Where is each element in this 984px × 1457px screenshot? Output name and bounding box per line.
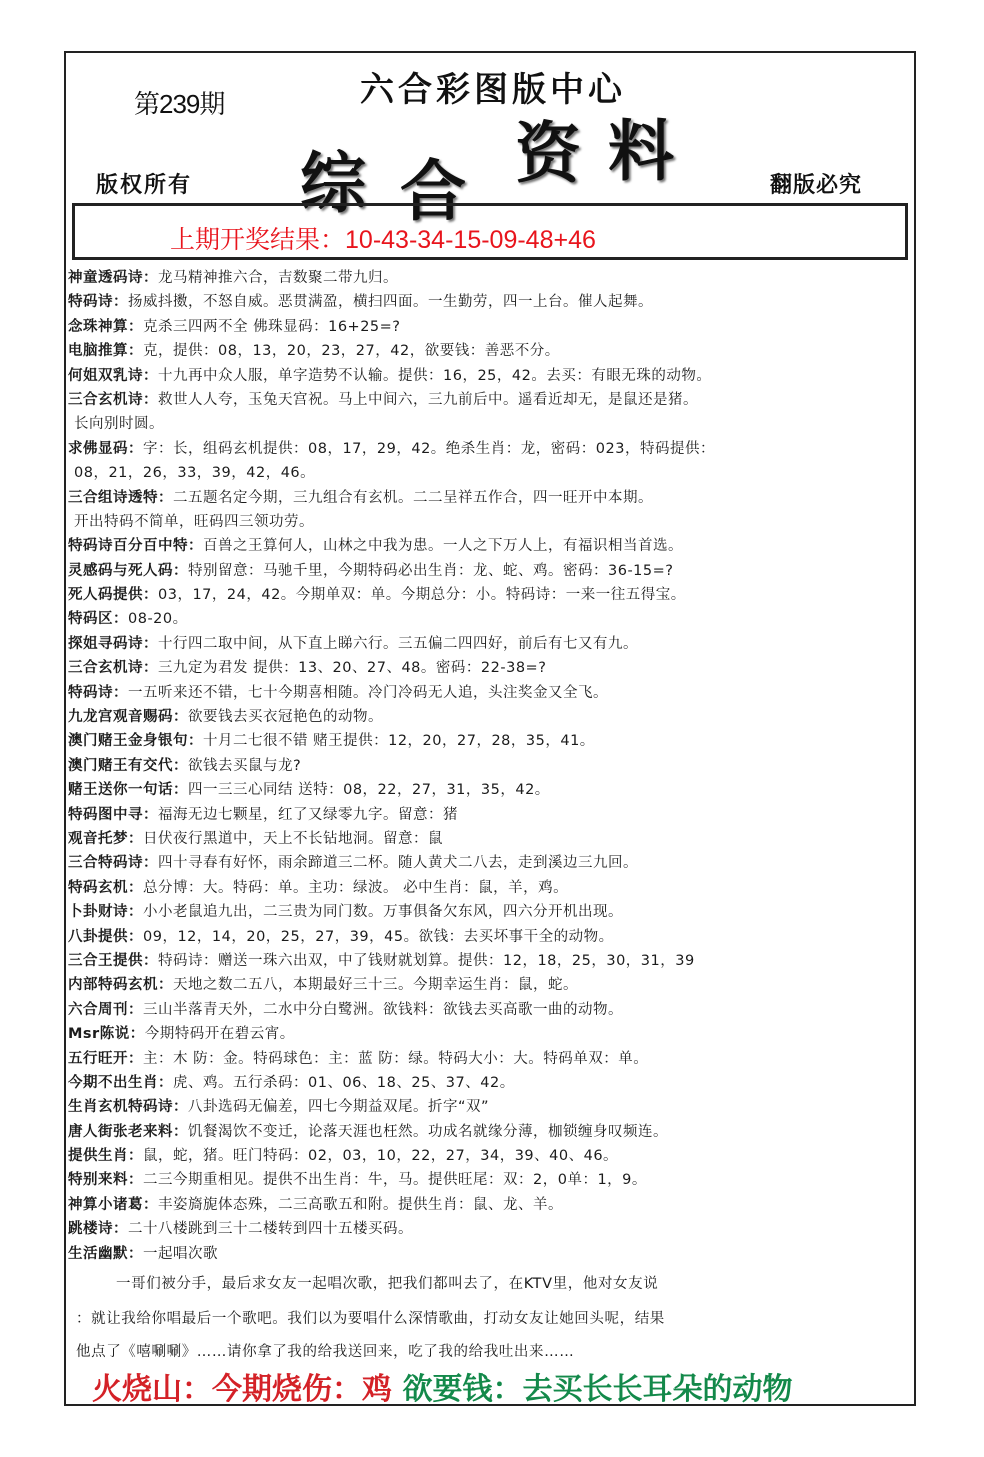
content-lines (68, 266, 912, 1266)
line-text: 主：木 防：金。特码球色：主：蓝 防：绿。特码大小：大。特码单双：单。 (143, 1050, 649, 1067)
line-label: 三合玄机诗： (68, 391, 158, 408)
content-line (68, 510, 912, 534)
line-text: 福海无边七颗星，红了又绿零九字。留意：猪 (158, 806, 458, 823)
line-text: 二五题名定今期，三九组合有玄机。二二呈祥五作合，四一旺开中本期。 (173, 489, 653, 506)
line-text: 小小老鼠追九出，二三贵为同门数。万事俱备欠东风，四六分开机出现。 (143, 904, 623, 921)
last-result-numbers: 10-43-34-15-09-48+46 (345, 226, 596, 254)
line-text: 饥餐渴饮不变迁，论落天涯也枉然。功成名就缘分薄，枷锁缠身叹频连。 (188, 1123, 668, 1140)
line-label: 特码诗百分百中特： (68, 538, 203, 555)
line-label: 三合玄机诗： (68, 660, 158, 677)
line-label: 三合特码诗： (68, 855, 158, 872)
line-label: 跳楼诗： (68, 1221, 128, 1238)
content-line (68, 315, 912, 339)
piracy-warning-tag: 翻版必究 (770, 173, 863, 198)
line-text: 救世人人夸，玉兔天宫祝。马上中间六，三九前后中。遥看近却无，是鼠还是猪。 (158, 391, 698, 408)
humor-story-line-3: 他点了《嘻唰唰》……请你拿了我的给我送回来，吃了我的给我吐出来…… (76, 1344, 575, 1360)
line-label: 提供生肖： (68, 1148, 143, 1165)
line-label: 澳门赌王有交代： (68, 757, 188, 774)
content-line (68, 412, 912, 436)
content-line (68, 973, 912, 997)
content-line (68, 851, 912, 875)
humor-story-line-1: 一哥们被分手，最后求女友一起唱次歌，把我们都叫去了，在KTV里，他对女友说 (116, 1276, 659, 1292)
line-text: 一五听来还不错，七十今期喜相随。冷门冷码无人追，头注奖金又全飞。 (128, 684, 608, 701)
content-line (68, 1022, 912, 1046)
slogan-green: 欲要钱：去买长长耳朵的动物 (392, 1372, 793, 1407)
line-text: 十月二七很不错 赌王提供：12，20，27，28，35，41。 (203, 733, 595, 750)
line-text: 欲钱去买鼠与龙? (188, 757, 302, 774)
publisher-title: 六合彩图版中心 (360, 70, 626, 110)
line-text: 虎、鸡。五行杀码：01、06、18、25、37、42。 (173, 1074, 515, 1091)
line-label: 神童透码诗： (68, 270, 158, 286)
line-label: 探姐寻码诗： (68, 635, 158, 652)
line-label: 赌王送你一句话： (68, 782, 188, 799)
line-text: 天地之数二五八，本期最好三十三。今期幸运生肖：鼠，蛇。 (173, 977, 578, 994)
content-line (68, 949, 912, 973)
line-text: 龙马精神推六合，吉数聚二带九归。 (158, 270, 398, 286)
content-line (68, 1071, 912, 1095)
content-line (68, 729, 912, 753)
line-label: 特码区： (68, 611, 128, 628)
line-label: 灵感码与死人码： (68, 562, 188, 579)
line-label: 特码诗： (68, 684, 128, 701)
line-label: 九龙宫观音赐码： (68, 709, 188, 726)
content-line (68, 681, 912, 705)
content-line (68, 1168, 912, 1192)
content-line (68, 607, 912, 631)
line-text: 一起唱次歌 (143, 1245, 218, 1262)
content-line (68, 461, 912, 485)
content-line (68, 437, 912, 461)
content-line (68, 583, 912, 607)
content-line (68, 656, 912, 680)
line-text: 克，提供：08，13，20，23，27，42，欲要钱：善恶不分。 (143, 343, 560, 360)
slogan (92, 1364, 792, 1408)
content-line (68, 705, 912, 729)
issue-number: 第239期 (134, 89, 225, 119)
big-title-char-2: 合 (400, 152, 466, 230)
line-label: Msr陈说： (68, 1026, 145, 1043)
line-label: 内部特码玄机： (68, 977, 173, 994)
content-line (68, 1120, 912, 1144)
line-label: 八卦提供： (68, 928, 143, 945)
content-line (68, 1217, 912, 1241)
line-label: 六合周刊： (68, 1001, 143, 1018)
line-label: 神算小诸葛： (68, 1196, 158, 1213)
line-label: 念珠神算： (68, 318, 143, 335)
line-label: 三合组诗透特： (68, 489, 173, 506)
line-text: 特别留意：马驰千里，今期特码必出生肖：龙、蛇、鸡。密码：36-15=? (188, 562, 674, 579)
line-label: 今期不出生肖： (68, 1074, 173, 1091)
last-result (170, 220, 596, 256)
line-label: 死人码提供： (68, 587, 158, 604)
slogan-red: 火烧山：今期烧伤：鸡 (92, 1372, 392, 1407)
content-line (68, 339, 912, 363)
content-line (68, 803, 912, 827)
content-line (68, 900, 912, 924)
line-text: 三九定为君发 提供：13、20、27、48。密码：22-38=? (158, 660, 547, 677)
line-label: 五行旺开： (68, 1050, 143, 1067)
content-line (68, 778, 912, 802)
line-text: 09，12，14，20，25，27，39，45。欲钱：去买坏事干全的动物。 (143, 928, 614, 945)
content-line (68, 632, 912, 656)
line-label: 唐人街张老来料： (68, 1123, 188, 1140)
line-text: 鼠，蛇，猪。旺门特码：02，03，10，22，27，34，39、40、46。 (143, 1148, 619, 1165)
content-line (68, 1242, 912, 1266)
line-text: 03，17，24，42。今期单双：单。今期总分：小。特码诗：一来一往五得宝。 (158, 587, 686, 604)
big-title-char-4: 料 (608, 112, 674, 190)
content-line (68, 388, 912, 412)
line-label: 三合王提供： (68, 952, 158, 969)
line-text: 丰姿旖旎体态殊，二三高歌五和附。提供生肖：鼠、龙、羊。 (158, 1196, 563, 1213)
line-label: 特码诗： (68, 294, 128, 311)
line-label: 生肖玄机特码诗： (68, 1099, 188, 1116)
content-line (68, 876, 912, 900)
content-line (68, 754, 912, 778)
content-line (68, 1095, 912, 1119)
content-line (68, 998, 912, 1022)
content-line (68, 266, 912, 290)
line-text: 四一三三心同结 送特：08，22，27，31，35，42。 (188, 782, 550, 799)
content-line (68, 364, 912, 388)
line-label: 特别来料： (68, 1172, 143, 1189)
line-label: 求佛显码： (68, 440, 143, 457)
content-line (68, 1193, 912, 1217)
content-line (68, 486, 912, 510)
line-text: 二十八楼跳到三十二楼转到四十五楼买码。 (128, 1221, 413, 1238)
line-label: 特码图中寻： (68, 806, 158, 823)
line-label: 卜卦财诗： (68, 904, 143, 921)
line-text: 开出特码不简单，旺码四三领功劳。 (74, 513, 314, 530)
humor-story-line-2: ：就让我给你唱最后一个歌吧。我们以为要唱什么深情歌曲，打动女友让她回头呢，结果 (76, 1311, 665, 1327)
line-text: 二三今期重相见。提供不出生肖：牛，马。提供旺尾：双：2，0单：1，9。 (143, 1172, 647, 1189)
line-text: 08-20。 (128, 611, 188, 628)
line-text: 百兽之王算何人，山林之中我为患。一人之下万人上，有福识相当首选。 (203, 538, 683, 555)
line-text: 日伏夜行黑道中，天上不长钻地洞。留意：鼠 (143, 830, 443, 847)
content-line (68, 559, 912, 583)
last-result-label: 上期开奖结果： (170, 225, 346, 254)
line-text: 十九再中众人服，单字造势不认输。提供：16，25，42。去买：有眼无珠的动物。 (158, 367, 712, 384)
line-text: 欲要钱去买衣冠艳色的动物。 (188, 709, 383, 726)
line-text: 特码诗：赠送一珠六出双，中了钱财就划算。提供：12，18，25，30，31，39 (158, 952, 695, 969)
big-title-char-1: 综 (300, 144, 366, 222)
big-title-char-3: 资 (515, 114, 581, 192)
copyright-tag: 版权所有 (96, 173, 193, 198)
line-label: 观音托梦： (68, 830, 143, 847)
line-label: 生活幽默： (68, 1245, 143, 1262)
line-label: 何姐双乳诗： (68, 367, 158, 384)
line-text: 字：长，组码玄机提供：08，17，29，42。绝杀生肖：龙，密码：023，特码提供： (143, 440, 715, 457)
line-text: 今期特码开在碧云宵。 (144, 1026, 295, 1043)
line-text: 四十寻春有好怀，雨余蹄道三二杯。随人黄犬二八去，走到溪边三九回。 (158, 855, 638, 872)
line-text: 长向别时圆。 (74, 416, 164, 433)
line-text: 总分博：大。特码：单。主功：绿波。 必中生肖：鼠，羊，鸡。 (143, 879, 569, 896)
content-line (68, 827, 912, 851)
line-text: 十行四二取中间，从下直上睇六行。三五偏二四四好，前后有七又有九。 (158, 635, 638, 652)
line-label: 电脑推算： (68, 343, 143, 360)
line-text: 八卦选码无偏差，四七今期益双尾。折字“双” (188, 1099, 490, 1116)
content-line (68, 925, 912, 949)
content-line (68, 1144, 912, 1168)
content-line (68, 534, 912, 558)
content-line (68, 1047, 912, 1071)
line-text: 08，21，26，33，39，42，46。 (74, 465, 316, 482)
line-label: 澳门赌王金身银句： (68, 733, 203, 750)
content-line (68, 290, 912, 314)
line-text: 扬威抖擞，不怒自威。恶贯满盈，横扫四面。一生勤劳，四一上台。催人起舞。 (128, 294, 653, 311)
line-text: 三山半落青天外，二水中分白鹭洲。欲钱料：欲钱去买高歌一曲的动物。 (143, 1001, 623, 1018)
line-text: 克杀三四两不全 佛珠显码：16+25=? (143, 318, 401, 335)
line-label: 特码玄机： (68, 879, 143, 896)
